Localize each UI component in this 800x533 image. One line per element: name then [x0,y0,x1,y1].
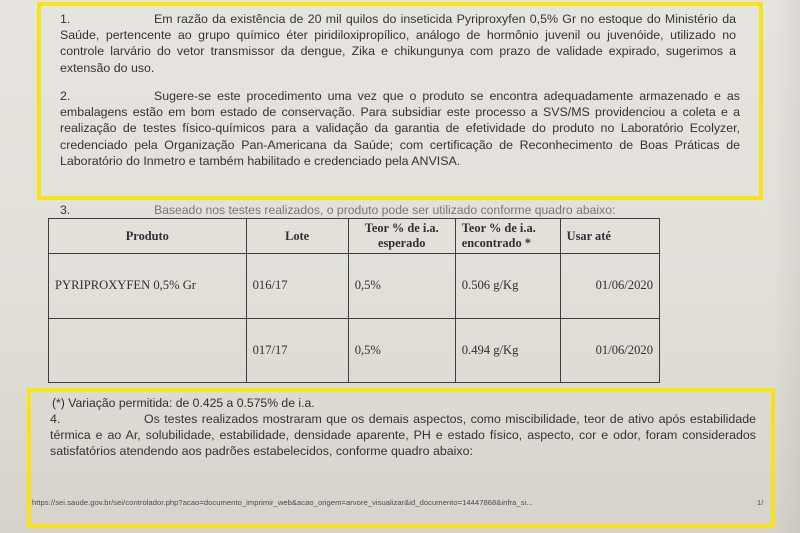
footer-page-number: 1/ [757,498,764,507]
cell-teor-encontrado: 0.506 g/Kg [455,254,560,319]
paragraph-3 [60,202,700,218]
page-edge-shadow [772,0,800,533]
table-row [49,254,660,319]
cell-lote: 017/17 [246,318,348,383]
cell-lote: 016/17 [246,254,348,319]
cell-teor-encontrado: 0.494 g/Kg [455,318,560,383]
variation-note: (*) Variação permitida: de 0.425 a 0.575% de i.a. [52,396,315,410]
paragraph-4-text: Os testes realizados mostraram que os demais aspectos, como miscibilidade, teor de ativo após estabilidade térmica e ao Ar, solubilidade, estabilidade, densidade aparente, PH e estado físico, aspecto, cor e odor, foram considerados satisfatórios atendendo aos padrões estabelecidos, conforme quadro abaixo: [50,412,756,459]
cell-usar-ate: 01/06/2020 [560,254,659,319]
header-usar-ate: Usar até [560,219,659,254]
cell-produto [49,318,247,383]
paragraph-2-text: Sugere-se este procedimento uma vez que o produto se encontra adequadamente armazenado e as embalagens estão em bom estado de conservação. Para subsidiar este processo a SVS/MS providenciou a coleta e a realização de testes físico-químicos para a validação da garantia de efetividade do produto no Laboratório Ecolyzer, credenciado pela Organização Pan-Americana da Saúde; com certificação de Reconhecimento de Boas Práticas de Laboratório do Inmetro e também habilitado e credenciado pela ANVISA. [60,89,740,168]
cell-teor-esperado: 0,5% [348,318,455,383]
footer-url: https://sei.saude.gov.br/sei/controlador.php?acao=documento_imprimir_web&acao_origem=arvore_visualizar&id_documento=14447868&infra_si... [32,498,533,507]
header-produto: Produto [49,219,247,254]
paragraph-4-number: 4. [50,412,61,426]
header-lote: Lote [246,219,348,254]
table-row [49,318,660,383]
cell-usar-ate: 01/06/2020 [560,318,659,383]
cell-teor-esperado: 0,5% [348,254,455,319]
cell-produto: PYRIPROXYFEN 0,5% Gr [49,254,247,319]
paragraph-3-number: 3. [60,203,71,217]
table-header-row [49,219,660,254]
header-teor-encontrado: Teor % de i.a. encontrado * [455,219,560,254]
highlight-box-bottom [27,388,775,528]
paragraph-1-text: Em razão da existência de 20 mil quilos do inseticida Pyriproxyfen 0,5% Gr no estoque do Ministério da Saúde, pertencente ao grupo químico éter piridiloxipropílico, análogo de hormônio juvenil ou juvenóide, utilizado no controle larvário do vetor transmissor da dengue, Zika e chikungunya com prazo de validade expirado, sugerimos a extensão do uso. [60,12,736,75]
paragraph-1-number: 1. [60,12,71,26]
paragraph-3-text: Baseado nos testes realizados, o produto pode ser utilizado conforme quadro abaixo: [154,203,616,217]
paragraph-2-number: 2. [60,89,71,103]
header-teor-esperado: Teor % de i.a. esperado [348,219,455,254]
highlight-box-top [37,2,763,200]
results-table [48,218,660,383]
